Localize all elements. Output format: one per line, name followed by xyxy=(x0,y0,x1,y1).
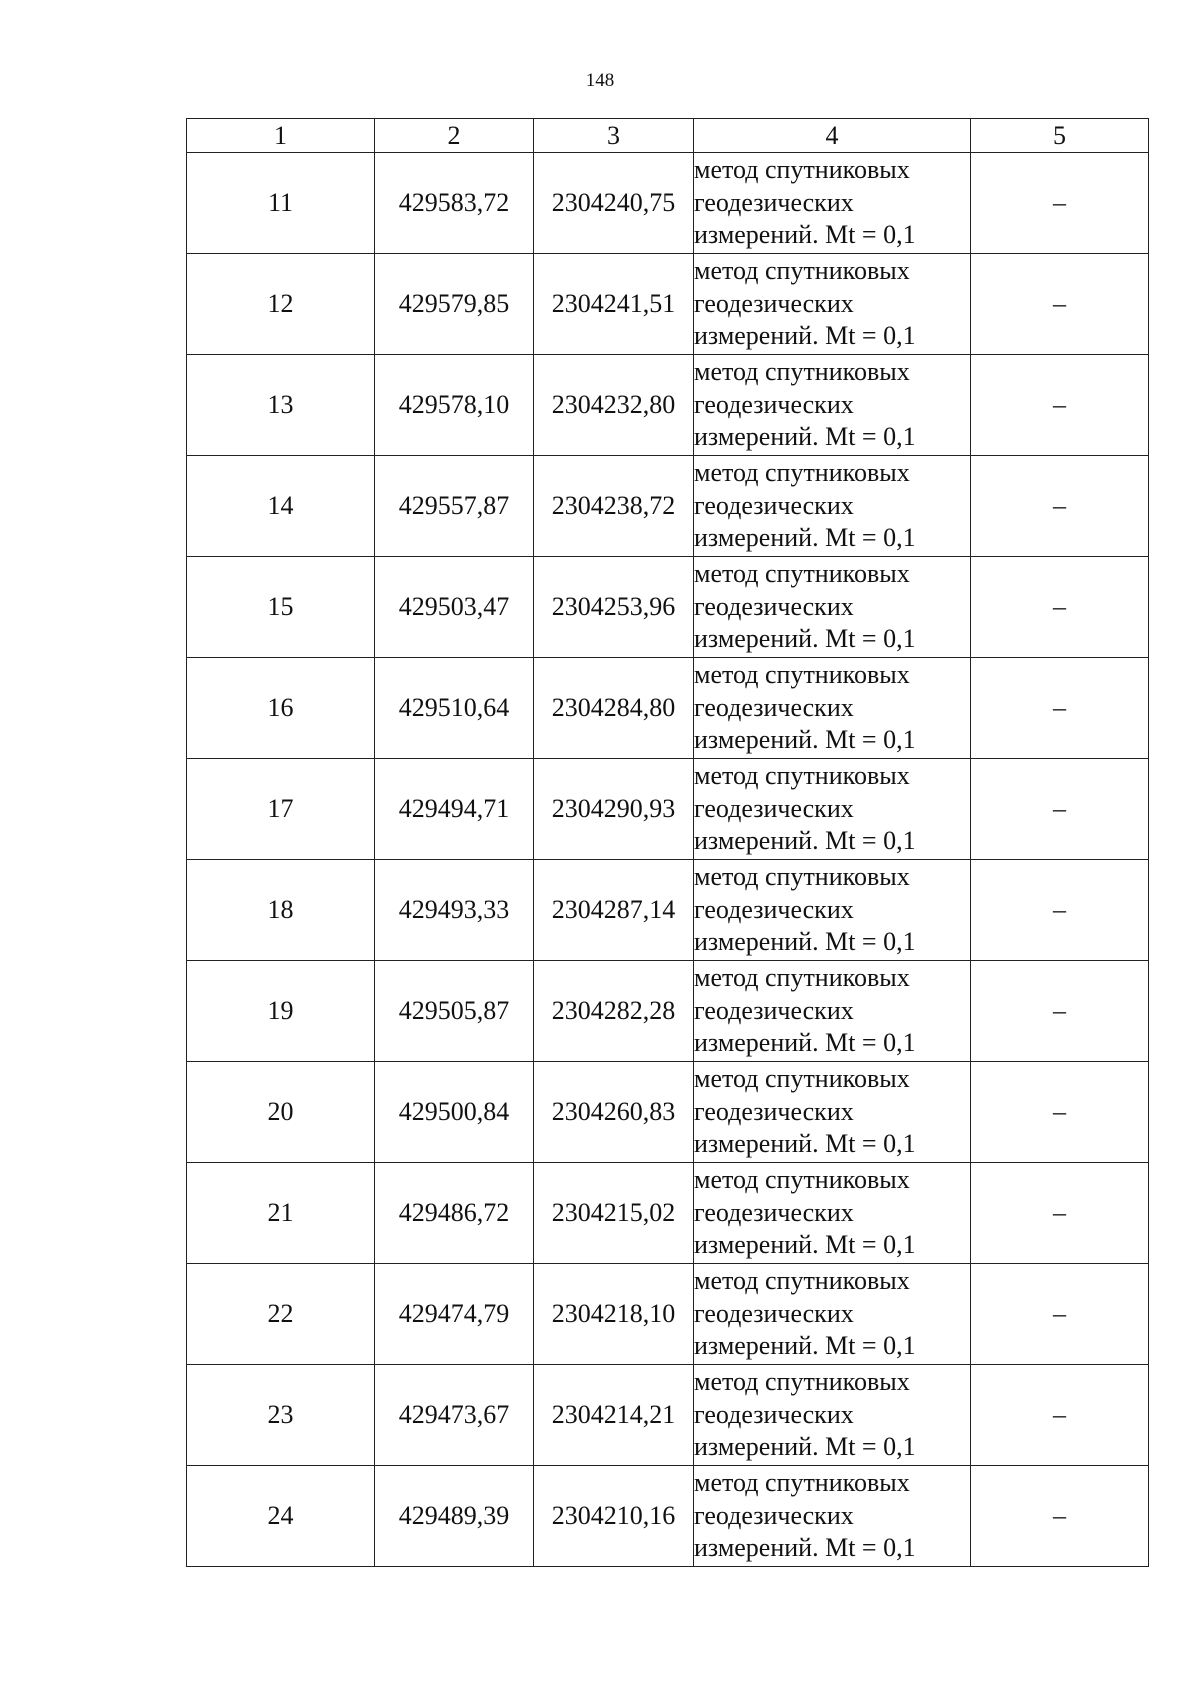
table-row xyxy=(187,860,1149,961)
method-line: метод спутниковых xyxy=(694,559,910,589)
coordinate-y: 2304282,28 xyxy=(534,961,694,1062)
method-line: измерений. Mt = 0,1 xyxy=(694,826,916,856)
point-number: 22 xyxy=(187,1264,375,1365)
method-line: метод спутниковых xyxy=(694,256,910,286)
column-header: 2 xyxy=(375,119,534,153)
point-number: 15 xyxy=(187,557,375,658)
method-line: геодезических xyxy=(694,1197,854,1227)
note-cell: – xyxy=(971,254,1149,355)
method-description xyxy=(694,254,971,355)
method-line: метод спутниковых xyxy=(694,1266,910,1296)
note-cell: – xyxy=(971,658,1149,759)
coordinate-y: 2304253,96 xyxy=(534,557,694,658)
method-line: геодезических xyxy=(694,1096,854,1126)
method-line: метод спутниковых xyxy=(694,963,910,993)
table-row xyxy=(187,254,1149,355)
point-number: 16 xyxy=(187,658,375,759)
coordinate-x: 429474,79 xyxy=(375,1264,534,1365)
method-description xyxy=(694,860,971,961)
method-line: измерений. Mt = 0,1 xyxy=(694,927,916,957)
point-number: 18 xyxy=(187,860,375,961)
method-description xyxy=(694,1163,971,1264)
method-description xyxy=(694,1264,971,1365)
point-number: 23 xyxy=(187,1365,375,1466)
note-cell: – xyxy=(971,1264,1149,1365)
method-line: измерений. Mt = 0,1 xyxy=(694,422,916,452)
method-description xyxy=(694,1062,971,1163)
column-header: 3 xyxy=(534,119,694,153)
method-description xyxy=(694,153,971,254)
coordinate-y: 2304287,14 xyxy=(534,860,694,961)
table-row xyxy=(187,153,1149,254)
note-cell: – xyxy=(971,355,1149,456)
method-line: измерений. Mt = 0,1 xyxy=(694,1028,916,1058)
method-description xyxy=(694,961,971,1062)
method-line: измерений. Mt = 0,1 xyxy=(694,523,916,553)
table-row xyxy=(187,557,1149,658)
method-line: геодезических xyxy=(694,389,854,419)
coordinate-x: 429486,72 xyxy=(375,1163,534,1264)
method-description xyxy=(694,658,971,759)
method-line: геодезических xyxy=(694,490,854,520)
method-line: геодезических xyxy=(694,692,854,722)
coordinate-y: 2304240,75 xyxy=(534,153,694,254)
coordinate-y: 2304284,80 xyxy=(534,658,694,759)
column-header: 4 xyxy=(694,119,971,153)
note-cell: – xyxy=(971,961,1149,1062)
note-cell: – xyxy=(971,1062,1149,1163)
coordinate-x: 429503,47 xyxy=(375,557,534,658)
method-description xyxy=(694,1466,971,1567)
point-number: 14 xyxy=(187,456,375,557)
table-row xyxy=(187,456,1149,557)
coordinate-x: 429557,87 xyxy=(375,456,534,557)
method-line: метод спутниковых xyxy=(694,1468,910,1498)
coordinate-x: 429493,33 xyxy=(375,860,534,961)
point-number: 21 xyxy=(187,1163,375,1264)
method-line: измерений. Mt = 0,1 xyxy=(694,1533,916,1563)
point-number: 13 xyxy=(187,355,375,456)
table-row xyxy=(187,1062,1149,1163)
point-number: 20 xyxy=(187,1062,375,1163)
method-line: измерений. Mt = 0,1 xyxy=(694,1129,916,1159)
coordinate-y: 2304214,21 xyxy=(534,1365,694,1466)
method-line: метод спутниковых xyxy=(694,458,910,488)
note-cell: – xyxy=(971,860,1149,961)
note-cell: – xyxy=(971,557,1149,658)
table-row xyxy=(187,961,1149,1062)
point-number: 19 xyxy=(187,961,375,1062)
method-line: метод спутниковых xyxy=(694,761,910,791)
method-line: геодезических xyxy=(694,1500,854,1530)
method-line: геодезических xyxy=(694,793,854,823)
note-cell: – xyxy=(971,1163,1149,1264)
method-line: метод спутниковых xyxy=(694,1367,910,1397)
method-line: метод спутниковых xyxy=(694,1165,910,1195)
coordinate-y: 2304241,51 xyxy=(534,254,694,355)
method-line: геодезических xyxy=(694,591,854,621)
method-line: геодезических xyxy=(694,894,854,924)
note-cell: – xyxy=(971,153,1149,254)
table-row xyxy=(187,658,1149,759)
point-number: 12 xyxy=(187,254,375,355)
method-line: измерений. Mt = 0,1 xyxy=(694,1230,916,1260)
method-line: геодезических xyxy=(694,1399,854,1429)
coordinate-x: 429579,85 xyxy=(375,254,534,355)
method-line: метод спутниковых xyxy=(694,862,910,892)
table-row xyxy=(187,759,1149,860)
note-cell: – xyxy=(971,759,1149,860)
table-row xyxy=(187,1264,1149,1365)
coordinate-x: 429505,87 xyxy=(375,961,534,1062)
method-line: геодезических xyxy=(694,995,854,1025)
method-line: измерений. Mt = 0,1 xyxy=(694,1432,916,1462)
coordinate-x: 429578,10 xyxy=(375,355,534,456)
coordinate-y: 2304218,10 xyxy=(534,1264,694,1365)
coordinate-y: 2304238,72 xyxy=(534,456,694,557)
method-description xyxy=(694,355,971,456)
note-cell: – xyxy=(971,1365,1149,1466)
table-row xyxy=(187,355,1149,456)
method-line: измерений. Mt = 0,1 xyxy=(694,725,916,755)
coordinate-x: 429489,39 xyxy=(375,1466,534,1567)
method-line: метод спутниковых xyxy=(694,660,910,690)
column-header: 1 xyxy=(187,119,375,153)
coordinate-y: 2304232,80 xyxy=(534,355,694,456)
method-line: геодезических xyxy=(694,187,854,217)
table-row xyxy=(187,1466,1149,1567)
note-cell: – xyxy=(971,1466,1149,1567)
coordinate-x: 429500,84 xyxy=(375,1062,534,1163)
coordinate-x: 429473,67 xyxy=(375,1365,534,1466)
coordinate-y: 2304215,02 xyxy=(534,1163,694,1264)
coordinate-y: 2304290,93 xyxy=(534,759,694,860)
table-row xyxy=(187,1163,1149,1264)
page-number: 148 xyxy=(585,70,615,91)
table-row xyxy=(187,1365,1149,1466)
coordinate-x: 429583,72 xyxy=(375,153,534,254)
method-line: метод спутниковых xyxy=(694,155,910,185)
method-line: метод спутниковых xyxy=(694,357,910,387)
point-number: 11 xyxy=(187,153,375,254)
coordinates-table xyxy=(186,118,1149,1567)
method-description xyxy=(694,557,971,658)
method-line: измерений. Mt = 0,1 xyxy=(694,220,916,250)
note-cell: – xyxy=(971,456,1149,557)
method-line: измерений. Mt = 0,1 xyxy=(694,1331,916,1361)
point-number: 24 xyxy=(187,1466,375,1567)
coordinate-y: 2304260,83 xyxy=(534,1062,694,1163)
coordinate-x: 429510,64 xyxy=(375,658,534,759)
table-body xyxy=(187,153,1149,1567)
coordinate-x: 429494,71 xyxy=(375,759,534,860)
method-line: геодезических xyxy=(694,1298,854,1328)
method-line: измерений. Mt = 0,1 xyxy=(694,624,916,654)
method-line: геодезических xyxy=(694,288,854,318)
method-line: измерений. Mt = 0,1 xyxy=(694,321,916,351)
column-header: 5 xyxy=(971,119,1149,153)
method-description xyxy=(694,456,971,557)
table-header-row xyxy=(187,119,1149,153)
method-description xyxy=(694,1365,971,1466)
method-line: метод спутниковых xyxy=(694,1064,910,1094)
method-description xyxy=(694,759,971,860)
coordinate-y: 2304210,16 xyxy=(534,1466,694,1567)
point-number: 17 xyxy=(187,759,375,860)
